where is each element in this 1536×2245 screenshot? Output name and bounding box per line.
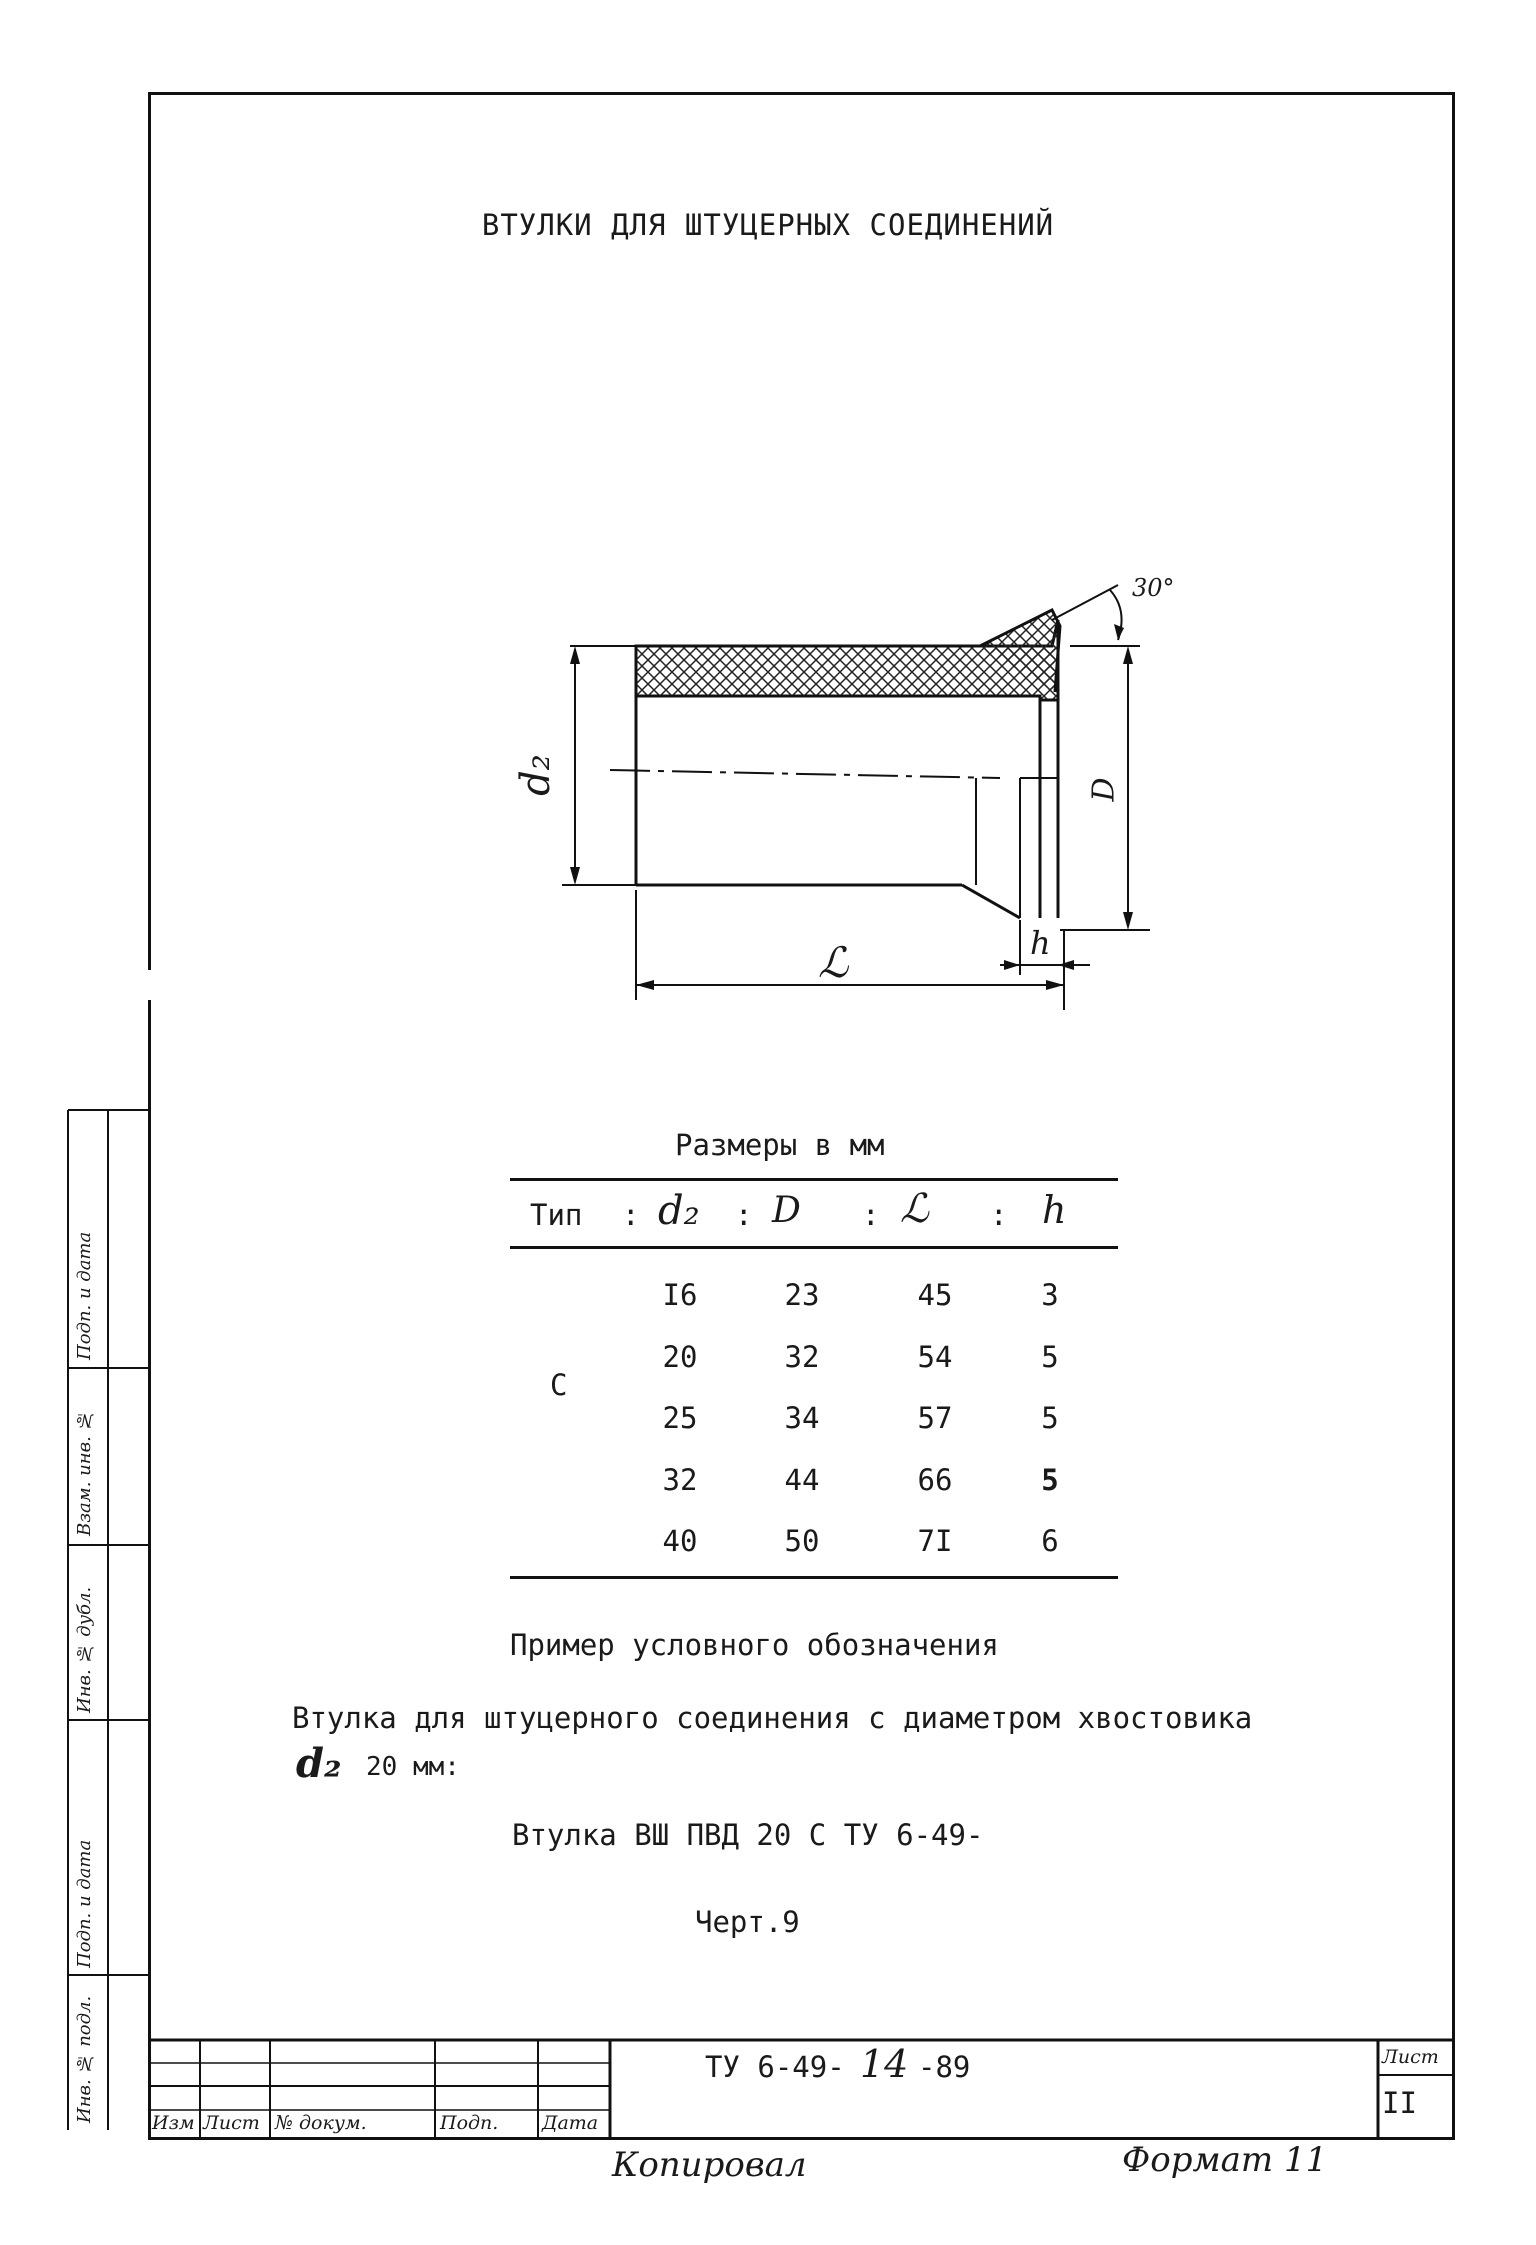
table-type-value: С <box>550 1368 568 1402</box>
footer-format: Формат 11 <box>1122 2140 1328 2180</box>
bushing-wall-section <box>636 620 1058 700</box>
sheet-label: Лист <box>1382 2046 1439 2068</box>
stamp-col-change: Изм <box>152 2112 195 2134</box>
dim-h-label: h <box>1030 924 1051 962</box>
sheet-number: II <box>1382 2086 1417 2120</box>
stamp-col-date: Дата <box>542 2112 599 2134</box>
example-d2-symbol: d₂ <box>296 1740 342 1787</box>
table-header-D: D <box>772 1190 801 1231</box>
angle-label: 30° <box>1132 574 1175 602</box>
side-label-orig-inv: Инв. № подл. <box>74 1995 95 2123</box>
dim-L-label: ℒ <box>818 938 849 987</box>
table-header-sep-4: : <box>990 1198 1008 1232</box>
doc-code-number: 14 <box>860 2042 909 2086</box>
dim-D-label: D <box>1086 777 1122 802</box>
example-line2: 20 мм: <box>366 1752 460 1782</box>
stamp-col-sign: Подп. <box>440 2112 499 2134</box>
doc-code-prefix: ТУ 6-49- <box>705 2050 845 2084</box>
table-bottom-rule <box>510 1576 1118 1579</box>
page-title: ВТУЛКИ ДЛЯ ШТУЦЕРНЫХ СОЕДИНЕНИЙ <box>481 208 1055 242</box>
table-header-type: Тип <box>530 1198 583 1232</box>
table-header-sep-1: : <box>622 1198 640 1232</box>
side-label-sign-date-1: Подп. и дата <box>74 1231 95 1360</box>
table-header-sep-2: : <box>735 1198 753 1232</box>
side-label-dup-inv: Инв. № дубл. <box>74 1586 95 1713</box>
table-header-L: ℒ <box>900 1186 929 1232</box>
stamp-col-doc-no: № докум. <box>275 2112 367 2134</box>
table-header-h: h <box>1042 1188 1067 1232</box>
table-top-rule <box>510 1178 1118 1181</box>
table-header-rule <box>510 1246 1118 1249</box>
footer-copied: Копировал <box>612 2145 807 2185</box>
example-designation: Втулка ВШ ПВД 20 С ТУ 6-49- <box>512 1818 984 1852</box>
stamp-col-sheet: Лист <box>203 2112 260 2134</box>
table-header-sep-3: : <box>862 1198 880 1232</box>
dim-d2-label: d₂ <box>512 754 559 796</box>
table-header-d2: d₂ <box>658 1188 700 1234</box>
doc-code-suffix: -89 <box>918 2050 971 2084</box>
example-line1: Втулка для штуцерного соединения с диаметром хвостовика <box>292 1701 1253 1735</box>
table-caption: Размеры в мм <box>675 1128 885 1162</box>
example-heading: Пример условного обозначения <box>510 1628 999 1662</box>
drawing-number: Черт.9 <box>695 1905 800 1939</box>
side-label-replace-inv: Взам. инв. № <box>74 1409 95 1536</box>
side-label-sign-date-2: Подп. и дата <box>74 1839 95 1968</box>
